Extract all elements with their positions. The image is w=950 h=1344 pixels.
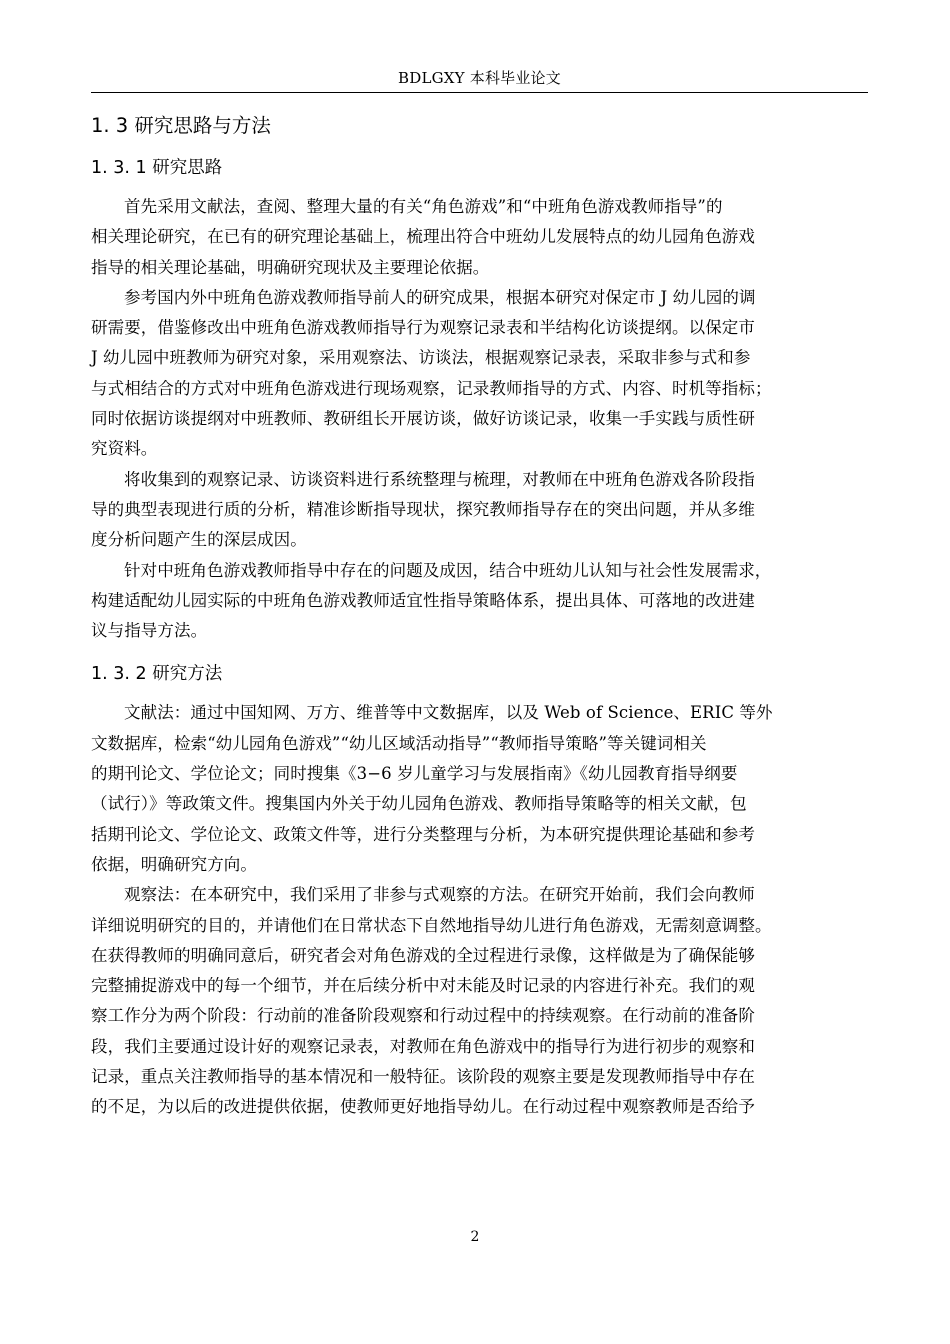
paragraph-line: 察工作分为两个阶段：行动前的准备阶段观察和行动过程中的持续观察。在行动前的准备阶 xyxy=(91,1006,755,1026)
page-content xyxy=(91,112,868,1123)
paragraph-line: 相关理论研究，在已有的研究理论基础上，梳理出符合中班幼儿发展特点的幼儿园角色游戏 xyxy=(91,227,755,247)
paragraph-line: （试行）》等政策文件。搜集国内外关于幼儿园角色游戏、教师指导策略等的相关文献，包 xyxy=(91,794,747,814)
paragraph xyxy=(91,283,868,465)
paragraph-line: 在获得教师的明确同意后，研究者会对角色游戏的全过程进行录像，这样做是为了确保能够 xyxy=(91,945,755,965)
paragraph-line: 括期刊论文、学位论文、政策文件等，进行分类整理与分析，为本研究提供理论基础和参考 xyxy=(91,824,755,844)
paragraph-line: 的期刊论文、学位论文；同时搜集《3−6 岁儿童学习与发展指南》《幼儿园教育指导纲要 xyxy=(91,764,738,784)
paragraph-line: 将收集到的观察记录、访谈资料进行系统整理与梳理，对教师在中班角色游戏各阶段指 xyxy=(124,469,755,489)
paragraph xyxy=(91,556,868,647)
paragraph-line: 同时依据访谈提纲对中班教师、教研组长开展访谈，做好访谈记录，收集一手实践与质性研 xyxy=(91,409,755,429)
paragraph-line: 文数据库，检索“幼儿园角色游戏”“幼儿区域活动指导”“教师指导策略”等关键词相关 xyxy=(91,733,707,753)
paragraph-line: 的不足，为以后的改进提供依据，使教师更好地指导幼儿。在行动过程中观察教师是否给予 xyxy=(91,1097,755,1117)
page-number: 2 xyxy=(470,1229,480,1245)
paragraph-line: 究资料。 xyxy=(91,439,158,459)
paragraph-line: 研需要，借鉴修改出中班角色游戏教师指导行为观察记录表和半结构化访谈提纲。以保定市 xyxy=(91,318,755,338)
paragraph-line: 完整捕捉游戏中的每一个细节，并在后续分析中对未能及时记录的内容进行补充。我们的观 xyxy=(91,976,755,996)
paragraph-line: 段，我们主要通过设计好的观察记录表，对教师在角色游戏中的指导行为进行初步的观察和 xyxy=(91,1036,755,1056)
running-header: BDLGXY 本科毕业论文 xyxy=(398,69,561,87)
paragraph-line: 针对中班角色游戏教师指导中存在的问题及成因，结合中班幼儿认知与社会性发展需求， xyxy=(124,560,772,580)
paragraph-line: 文献法：通过中国知网、万方、维普等中文数据库，以及 Web of Science、ERIC 等外 xyxy=(124,703,773,723)
paragraph-line: 指导的相关理论基础，明确研究现状及主要理论依据。 xyxy=(91,257,490,277)
paragraph-line: 度分析问题产生的深层成因。 xyxy=(91,530,307,550)
paragraph-line: 构建适配幼儿园实际的中班角色游戏教师适宜性指导策略体系，提出具体、可落地的改进建 xyxy=(91,590,755,610)
paragraph-line: 依据，明确研究方向。 xyxy=(91,854,257,874)
paragraph xyxy=(91,192,868,283)
research-approach-body xyxy=(91,192,868,646)
paragraph-line: 详细说明研究的目的，并请他们在日常状态下自然地指导幼儿进行角色游戏，无需刻意调整。 xyxy=(91,915,772,935)
paragraph-line: 与式相结合的方式对中班角色游戏进行现场观察，记录教师指导的方式、内容、时机等指标； xyxy=(91,378,772,398)
paragraph-line: 导的典型表现进行质的分析，精准诊断指导现状，探究教师指导存在的突出问题，并从多维 xyxy=(91,499,755,519)
paragraph xyxy=(91,465,868,556)
paragraph-line: 记录，重点关注教师指导的基本情况和一般特征。该阶段的观察主要是发现教师指导中存在 xyxy=(91,1067,755,1087)
subsection-heading-research-approach: 1. 3. 1 研究思路 xyxy=(91,158,223,178)
research-methods-body xyxy=(91,698,868,1122)
section-heading: 1. 3 研究思路与方法 xyxy=(91,114,271,137)
paragraph-line: 议与指导方法。 xyxy=(91,621,208,641)
paragraph xyxy=(91,698,868,880)
paragraph-line: 观察法：在本研究中，我们采用了非参与式观察的方法。在研究开始前，我们会向教师 xyxy=(124,885,755,905)
paragraph-line: 首先采用文献法，查阅、整理大量的有关“角色游戏”和“中班角色游戏教师指导”的 xyxy=(124,197,723,216)
subsection-heading-research-methods: 1. 3. 2 研究方法 xyxy=(91,664,223,685)
paragraph xyxy=(91,880,868,1122)
header-rule xyxy=(91,92,868,93)
paragraph-line: 参考国内外中班角色游戏教师指导前人的研究成果，根据本研究对保定市 J 幼儿园的调 xyxy=(124,287,756,307)
paragraph-line: J 幼儿园中班教师为研究对象，采用观察法、访谈法，根据观察记录表，采取非参与式和参 xyxy=(91,348,751,368)
